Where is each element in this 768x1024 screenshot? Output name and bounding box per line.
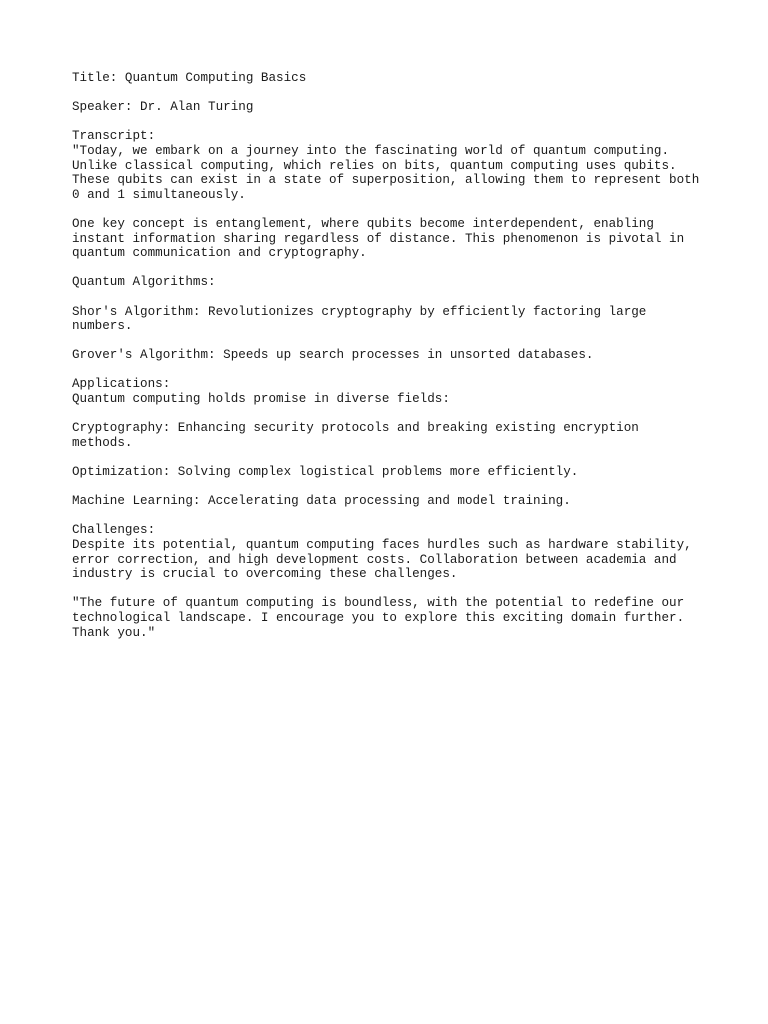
text-line: Cryptography: Enhancing security protocols and breaking existing encryption	[72, 421, 639, 436]
text-line: industry is crucial to overcoming these challenges.	[72, 567, 458, 582]
text-line: 0 and 1 simultaneously.	[72, 187, 246, 202]
grover-paragraph: Grover's Algorithm: Speeds up search processes in unsorted databases.	[72, 348, 594, 363]
text-line: instant information sharing regardless of distance. This phenomenon is pivotal in	[72, 231, 685, 246]
text-line: One key concept is entanglement, where qubits become interdependent, enabling	[72, 216, 654, 231]
text-line: Despite its potential, quantum computing faces hurdles such as hardware stability,	[72, 538, 692, 552]
intro-paragraph	[72, 144, 732, 202]
text-line: quantum communication and cryptography.	[72, 246, 367, 261]
title-line: Title: Quantum Computing Basics	[72, 71, 307, 85]
text-line: These qubits can exist in a state of superposition, allowing them to represent both	[72, 173, 700, 188]
text-line: methods.	[72, 435, 133, 450]
algorithms-heading: Quantum Algorithms:	[72, 275, 216, 290]
cryptography-paragraph	[72, 421, 732, 450]
transcript-label: Transcript:	[72, 129, 156, 144]
challenges-heading: Challenges:	[72, 523, 156, 538]
transcript-document	[72, 71, 732, 640]
shor-paragraph	[72, 305, 732, 334]
machine-learning-paragraph: Machine Learning: Accelerating data processing and model training.	[72, 494, 571, 509]
text-line: technological landscape. I encourage you to explore this exciting domain further.	[72, 610, 685, 625]
text-line: Thank you."	[72, 625, 156, 640]
text-line: Shor's Algorithm: Revolutionizes cryptography by efficiently factoring large	[72, 304, 647, 319]
text-line: "Today, we embark on a journey into the fascinating world of quantum computing.	[72, 143, 670, 158]
optimization-paragraph: Optimization: Solving complex logistical problems more efficiently.	[72, 465, 579, 480]
text-line: error correction, and high development costs. Collaboration between academia and	[72, 552, 677, 567]
challenges-paragraph	[72, 538, 732, 582]
text-line: numbers.	[72, 319, 133, 334]
closing-paragraph	[72, 596, 732, 640]
text-line: Unlike classical computing, which relies on bits, quantum computing uses qubits.	[72, 158, 677, 173]
entanglement-paragraph	[72, 217, 732, 261]
speaker-line: Speaker: Dr. Alan Turing	[72, 100, 254, 115]
applications-heading: Applications:	[72, 377, 171, 392]
text-line: "The future of quantum computing is boundless, with the potential to redefine our	[72, 596, 685, 611]
applications-intro: Quantum computing holds promise in diverse fields:	[72, 392, 450, 407]
